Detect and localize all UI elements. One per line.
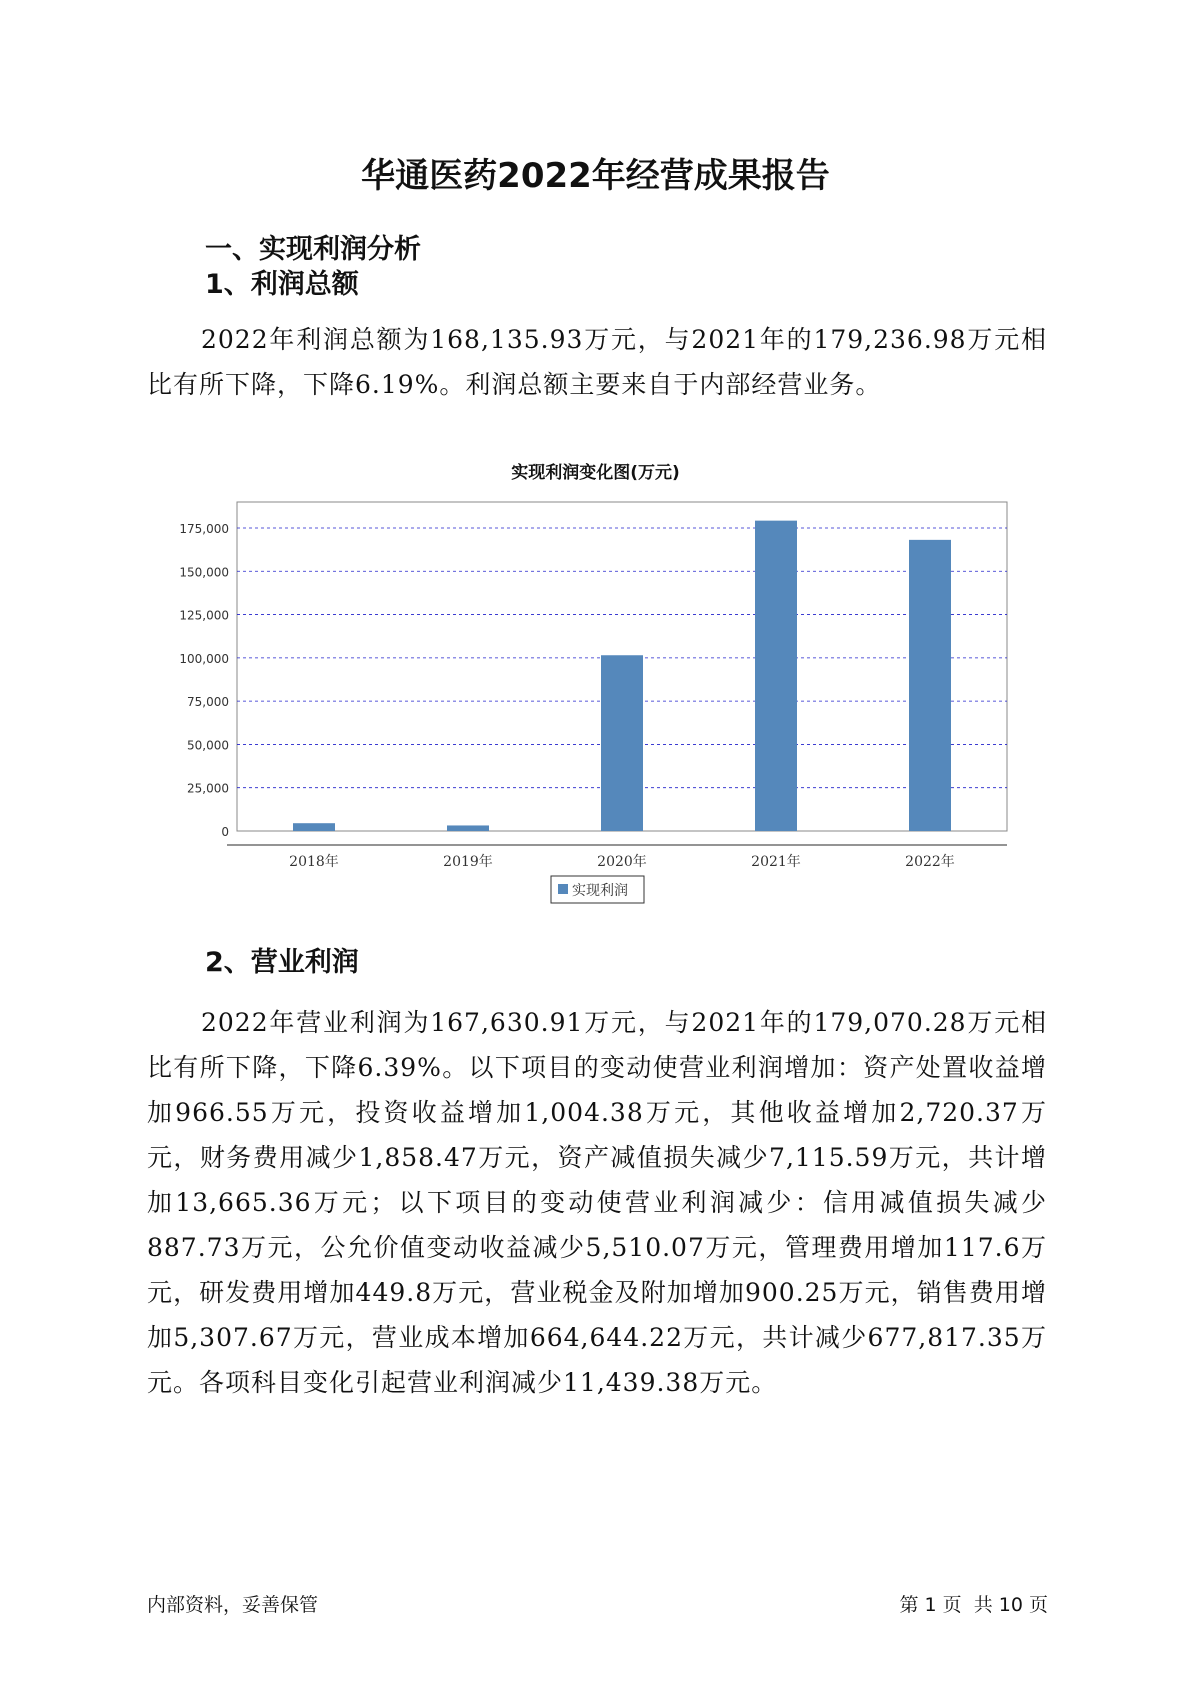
paragraph-profit-total: 2022年利润总额为168,135.93万元，与2021年的179,236.98万元相比有所下降，下降6.19%。利润总额主要来自于内部经营业务。	[147, 325, 1047, 399]
y-tick-label: 175,000	[179, 521, 229, 536]
y-tick-label: 75,000	[187, 695, 229, 710]
subsection-heading-operating-profit: 2、营业利润	[205, 947, 359, 978]
y-tick-label: 25,000	[187, 781, 229, 796]
paragraph-operating-profit: 2022年营业利润为167,630.91万元，与2021年的179,070.28万元相比有所下降，下降6.39%。以下项目的变动使营业利润增加：资产处置收益增加966.55万元，投资收益增加1,004.38万元，其他收益增加2,720.37万元，财务费用减少1,858.47万元，资产减值损失减少7,115.59万元，共计增加13,665.36万元；以下项目的变动使营业利润减少：信用减值损失减少887.73万元，公允价值变动收益减少5,510.07万元，管理费用增加117.6万元，研发费用增加449.8万元，营业税金及附加增加900.25万元，销售费用增加5,307.67万元，营业成本增加664,644.22万元，共计减少677,817.35万元。各项科目变化引起营业利润减少11,439.38万元。	[147, 1008, 1047, 1397]
x-tick-label: 2019年	[443, 854, 493, 870]
x-tick-label: 2018年	[289, 854, 339, 870]
footer-page-number: 第 1 页 共 10 页	[899, 1594, 1048, 1616]
y-tick-label: 50,000	[187, 738, 229, 753]
bar	[447, 825, 489, 831]
page-title: 华通医药2022年经营成果报告	[361, 156, 830, 196]
chart-legend	[551, 876, 644, 903]
footer-confidential-note: 内部资料，妥善保管	[147, 1594, 319, 1616]
y-tick-label: 0	[221, 825, 229, 839]
chart-title: 实现利润变化图(万元)	[511, 463, 680, 483]
subsection-heading-profit-total: 1、利润总额	[205, 269, 359, 300]
x-tick-label: 2021年	[751, 854, 801, 870]
x-tick-label: 2020年	[597, 854, 647, 870]
y-tick-label: 100,000	[179, 651, 229, 666]
bar	[601, 655, 643, 831]
bar	[909, 540, 951, 831]
y-tick-label: 125,000	[179, 608, 229, 623]
legend-swatch	[558, 884, 568, 894]
legend-label: 实现利润	[572, 883, 628, 899]
x-tick-label: 2022年	[905, 854, 955, 870]
bar	[755, 521, 797, 831]
bar	[293, 823, 335, 831]
section-heading: 一、实现利润分析	[205, 234, 421, 265]
y-tick-label: 150,000	[179, 565, 229, 580]
